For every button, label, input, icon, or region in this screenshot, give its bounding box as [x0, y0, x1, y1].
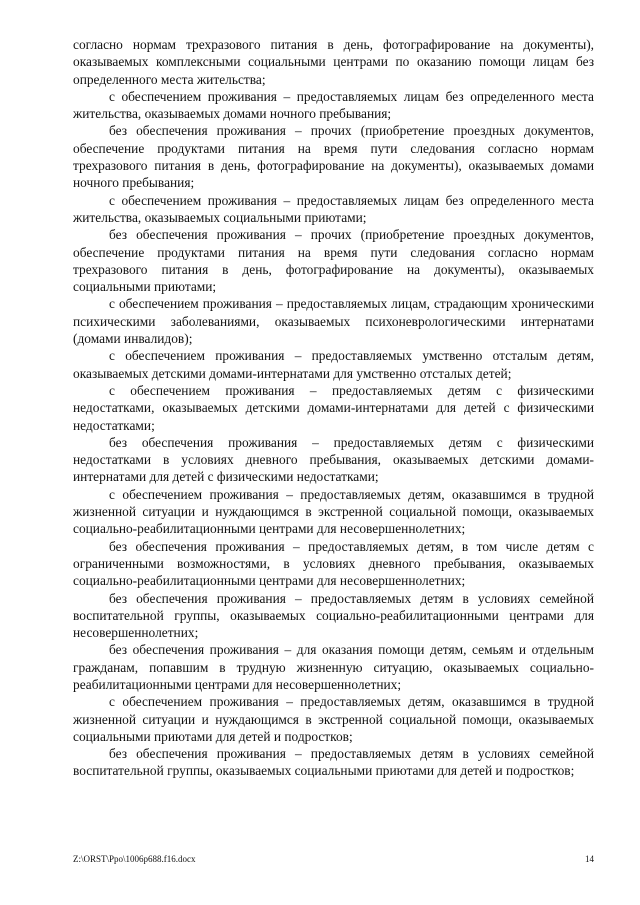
paragraph: без обеспечения проживания – предоставляемых детям, в том числе детям с ограниченными возможностями, в условиях дневного пребывания, оказываемых социально-реабилитационными центрами для несовершеннолетних; — [73, 538, 594, 589]
paragraph: без обеспечения проживания – для оказания помощи детям, семьям и отдельным гражданам, попавшим в трудную жизненную ситуацию, оказываемых социально-реабилитационными центрами для несовершеннолетних; — [73, 642, 594, 692]
paragraph: с обеспечением проживания – предоставляемых лицам без определенного места жительства, оказываемых социальными приютами; — [73, 192, 594, 225]
page-footer — [73, 853, 594, 865]
paragraph: без обеспечения проживания – прочих (приобретение проездных документов, обеспечение продуктами питания на время пути следования согласно нормам трехразового питания в день, фотографирование на документы), оказываемых социальными приютами; — [73, 227, 594, 295]
paragraph: с обеспечением проживания – предоставляемых лицам без определенного места жительства, оказываемых домами ночного пребывания; — [73, 88, 594, 122]
footer-page-number: 14 — [585, 854, 594, 864]
paragraph: с обеспечением проживания – предоставляемых детям, оказавшимся в трудной жизненной ситуации и нуждающимся в экстренной социальной помощи, оказываемых социально-реабилитационными центрами для несовершеннолетних; — [73, 486, 594, 537]
paragraph: без обеспечения проживания – прочих (приобретение проездных документов, обеспечение продуктами питания на время пути следования согласно нормам трехразового питания в день, фотографирование на документы), оказываемых домами ночного пребывания; — [73, 123, 594, 191]
paragraph: с обеспечением проживания – предоставляемых лицам, страдающим хроническими психическими заболеваниями, оказываемых психоневрологическими интернатами (домами инвалидов); — [73, 296, 594, 347]
paragraph: с обеспечением проживания – предоставляемых умственно отсталым детям, оказываемых детскими домами-интернатами для умственно отсталых детей; — [73, 348, 594, 381]
paragraph: с обеспечением проживания – предоставляемых детям с физическими недостатками, оказываемых детскими домами-интернатами для детей с физическими недостатками; — [73, 382, 594, 433]
footer-file-path: Z:\ORST\Ppo\1006p688.f16.docx — [73, 854, 196, 864]
paragraph: без обеспечения проживания – предоставляемых детям в условиях семейной воспитательной группы, оказываемых социально-реабилитационными центрами для несовершеннолетних; — [73, 590, 594, 641]
document-body — [73, 36, 594, 780]
paragraph: без обеспечения проживания – предоставляемых детям с физическими недостатками в условиях дневного пребывания, оказываемых детскими домами-интернатами для детей с физическими недостатками; — [73, 434, 594, 485]
paragraph-continuation: согласно нормам трехразового питания в день, фотографирование на документы), оказываемых комплексными социальными центрами по оказанию помощи лицам без определенного места жительства; — [73, 37, 594, 87]
paragraph: с обеспечением проживания – предоставляемых детям, оказавшимся в трудной жизненной ситуации и нуждающимся в экстренной социальной помощи, оказываемых социальными приютами для детей и подростков; — [73, 694, 594, 744]
paragraph: без обеспечения проживания – предоставляемых детям в условиях семейной воспитательной группы, оказываемых социальными приютами для детей и подростков; — [73, 746, 594, 779]
